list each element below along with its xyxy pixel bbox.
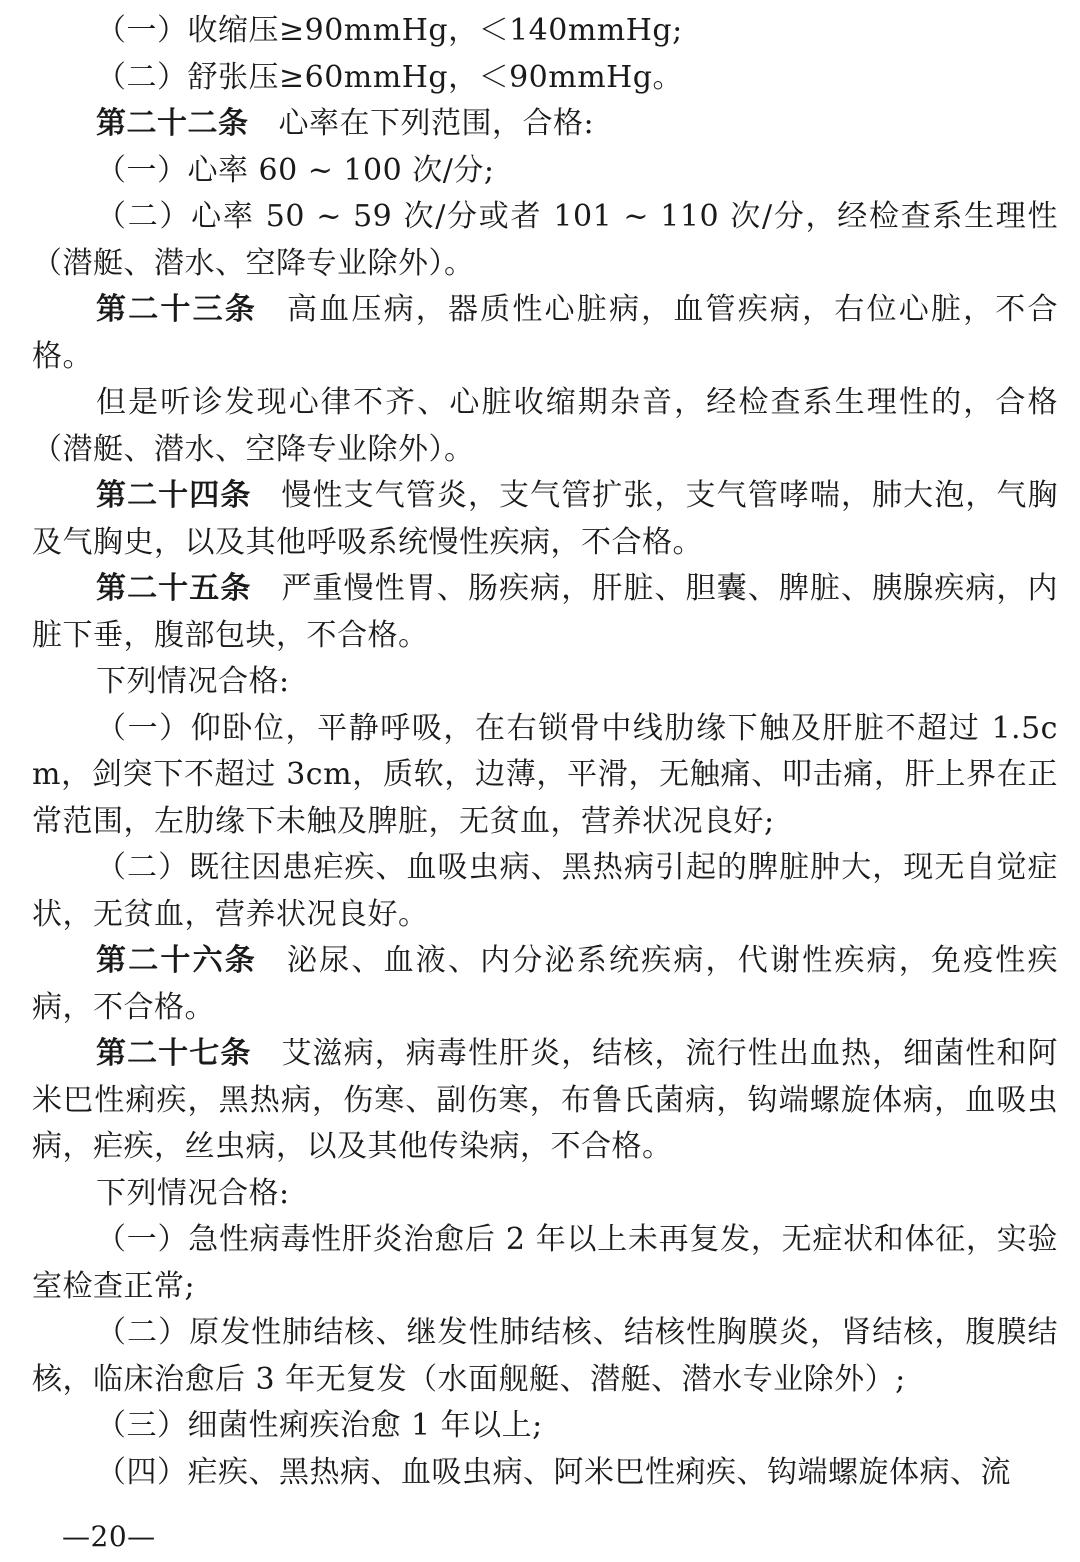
paragraph <box>32 1171 1058 1218</box>
article-number: 第二十五条 <box>96 571 252 606</box>
paragraph-text: 艾滋病，病毒性肝炎，结核，流行性出血热，细菌性和阿米巴性痢疾，黑热病，伤寒、副伤寒，布鲁氏菌病，钩端螺旋体病，血吸虫病，疟疾，丝虫病，以及其他传染病，不合格。 <box>32 1036 1059 1164</box>
article-number: 第二十二条 <box>96 106 249 141</box>
paragraph <box>32 380 1058 473</box>
paragraph-text: （二）心率 50 ~ 59 次/分或者 101 ~ 110 次/分，经检查系生理性（潜艇、潜水、空降专业除外）。 <box>32 199 1058 281</box>
paragraph <box>32 659 1058 706</box>
article-paragraph <box>32 473 1058 566</box>
paragraph-text: （二）原发性肺结核、继发性肺结核、结核性胸膜炎，肾结核，腹膜结核，临床治愈后 3 年无复发（水面舰艇、潜艇、潜水专业除外）; <box>32 1315 1058 1397</box>
paragraph-text: （一）急性病毒性肝炎治愈后 2 年以上未再复发，无症状和体征，实验室检查正常; <box>32 1222 1058 1304</box>
paragraph <box>32 8 1058 55</box>
paragraph <box>32 194 1058 287</box>
paragraph-text: （一）收缩压≥90mmHg，＜140mmHg; <box>96 13 683 48</box>
paragraph-text: （二）舒张压≥60mmHg，＜90mmHg。 <box>96 59 684 95</box>
paragraph-text: 下列情况合格: <box>96 664 290 699</box>
paragraph-text: 心率在下列范围，合格: <box>278 106 595 141</box>
article-number: 第二十三条 <box>96 292 257 327</box>
article-paragraph <box>32 287 1058 380</box>
paragraph <box>32 1310 1058 1403</box>
paragraph-text: （四）疟疾、黑热病、血吸虫病、阿米巴性痢疾、钩端螺旋体病、流 <box>96 1454 1011 1490</box>
article-paragraph <box>32 566 1058 659</box>
paragraph-text: 高血压病，器质性心脏病，血管疾病，右位心脏，不合格。 <box>32 292 1059 374</box>
paragraph-text: （三）细菌性痢疾治愈 1 年以上; <box>96 1408 543 1443</box>
paragraph <box>32 1403 1058 1450</box>
paragraph <box>32 845 1058 938</box>
paragraph-text: 慢性支气管炎，支气管扩张，支气管哮喘，肺大泡，气胸及气胸史，以及其他呼吸系统慢性疾病，不合格。 <box>32 478 1059 560</box>
article-paragraph <box>32 101 1058 148</box>
article-number: 第二十六条 <box>96 943 257 978</box>
paragraph <box>32 148 1058 195</box>
paragraph-text: 下列情况合格: <box>96 1175 290 1211</box>
paragraph-text: 但是听诊发现心律不齐、心脏收缩期杂音，经检查系生理性的，合格（潜艇、潜水、空降专业除外）。 <box>32 385 1058 467</box>
paragraph <box>32 55 1058 102</box>
page-number: —20— <box>62 1520 156 1553</box>
article-number: 第二十四条 <box>96 478 252 513</box>
document-body <box>32 8 1058 1496</box>
paragraph-text: （一）心率 60 ~ 100 次/分; <box>96 152 495 188</box>
article-number: 第二十七条 <box>96 1036 252 1071</box>
paragraph-text: 泌尿、血液、内分泌系统疾病，代谢性疾病，免疫性疾病，不合格。 <box>32 943 1059 1025</box>
article-paragraph <box>32 938 1058 1031</box>
paragraph-text: （二）既往因患疟疾、血吸虫病、黑热病引起的脾脏肿大，现无自觉症状，无贫血，营养状况良好。 <box>32 850 1058 932</box>
paragraph-text: 严重慢性胃、肠疾病，肝脏、胆囊、脾脏、胰腺疾病，内脏下垂，腹部包块，不合格。 <box>32 571 1059 653</box>
paragraph-text: （一）仰卧位，平静呼吸，在右锁骨中线肋缘下触及肝脏不超过 1.5cm，剑突下不超过 3cm，质软，边薄，平滑，无触痛、叩击痛，肝上界在正常范围，左肋缘下未触及脾脏，无贫血，营养状况良好; <box>32 710 1058 839</box>
paragraph <box>32 1217 1058 1310</box>
paragraph <box>32 706 1058 846</box>
paragraph <box>32 1450 1058 1497</box>
article-paragraph <box>32 1031 1058 1171</box>
